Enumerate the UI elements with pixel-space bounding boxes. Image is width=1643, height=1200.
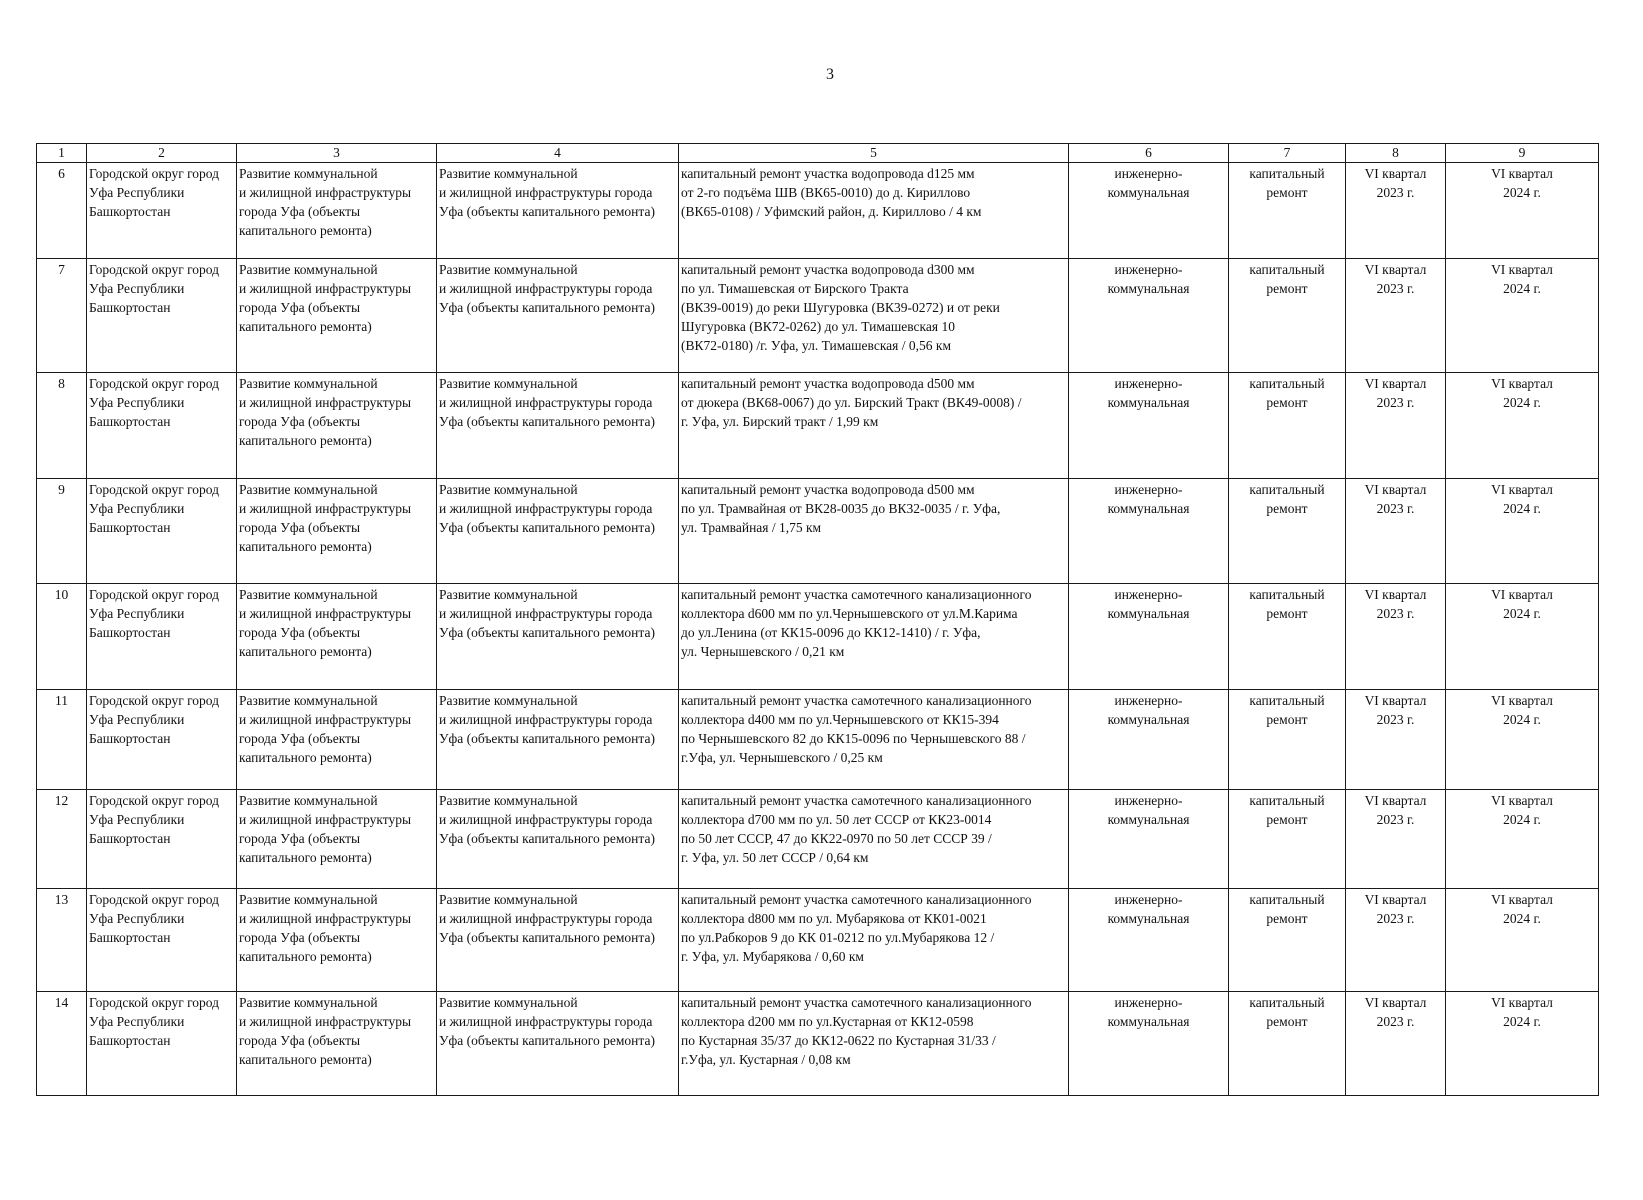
subprogram-cell: Развитие коммунальной и жилищной инфраструктуры города Уфа (объекты капитального ремонта) <box>437 889 679 992</box>
end-date-cell: VI квартал 2024 г. <box>1446 992 1599 1096</box>
subprogram-cell: Развитие коммунальной и жилищной инфраструктуры города Уфа (объекты капитального ремонта) <box>437 790 679 889</box>
object-type-cell: инженерно- коммунальная <box>1069 992 1229 1096</box>
column-number: 5 <box>679 144 1069 163</box>
object-type-cell: инженерно- коммунальная <box>1069 790 1229 889</box>
object-cell: капитальный ремонт участка самотечного канализационного коллектора d800 мм по ул. Мубарякова от КК01-0021 по ул.Рабкоров 9 до КК 01-0212 по ул.Мубарякова 12 / г. Уфа, ул. Мубарякова / 0,60 км <box>679 889 1069 992</box>
table-row <box>37 992 1599 1096</box>
program-cell: Развитие коммунальной и жилищной инфраструктуры города Уфа (объекты капитального ремонта) <box>237 992 437 1096</box>
work-type-cell: капитальный ремонт <box>1229 889 1346 992</box>
row-number: 11 <box>37 690 87 790</box>
object-type-cell: инженерно- коммунальная <box>1069 163 1229 259</box>
end-date-cell: VI квартал 2024 г. <box>1446 790 1599 889</box>
table-row <box>37 259 1599 373</box>
object-type-cell: инженерно- коммунальная <box>1069 373 1229 479</box>
row-number: 6 <box>37 163 87 259</box>
object-type-cell: инженерно- коммунальная <box>1069 690 1229 790</box>
end-date-cell: VI квартал 2024 г. <box>1446 373 1599 479</box>
column-number: 3 <box>237 144 437 163</box>
start-date-cell: VI квартал 2023 г. <box>1346 259 1446 373</box>
territory-cell: Городской округ город Уфа Республики Башкортостан <box>87 584 237 690</box>
subprogram-cell: Развитие коммунальной и жилищной инфраструктуры города Уфа (объекты капитального ремонта) <box>437 373 679 479</box>
subprogram-cell: Развитие коммунальной и жилищной инфраструктуры города Уфа (объекты капитального ремонта) <box>437 584 679 690</box>
subprogram-cell: Развитие коммунальной и жилищной инфраструктуры города Уфа (объекты капитального ремонта) <box>437 479 679 584</box>
territory-cell: Городской округ город Уфа Республики Башкортостан <box>87 479 237 584</box>
end-date-cell: VI квартал 2024 г. <box>1446 479 1599 584</box>
end-date-cell: VI квартал 2024 г. <box>1446 259 1599 373</box>
territory-cell: Городской округ город Уфа Республики Башкортостан <box>87 790 237 889</box>
work-type-cell: капитальный ремонт <box>1229 373 1346 479</box>
column-number: 7 <box>1229 144 1346 163</box>
territory-cell: Городской округ город Уфа Республики Башкортостан <box>87 373 237 479</box>
row-number: 8 <box>37 373 87 479</box>
row-number: 12 <box>37 790 87 889</box>
start-date-cell: VI квартал 2023 г. <box>1346 163 1446 259</box>
object-cell: капитальный ремонт участка самотечного канализационного коллектора d200 мм по ул.Кустарная от КК12-0598 по Кустарная 35/37 до КК12-0622 по Кустарная 31/33 / г.Уфа, ул. Кустарная / 0,08 км <box>679 992 1069 1096</box>
program-cell: Развитие коммунальной и жилищной инфраструктуры города Уфа (объекты капитального ремонта) <box>237 163 437 259</box>
work-type-cell: капитальный ремонт <box>1229 992 1346 1096</box>
subprogram-cell: Развитие коммунальной и жилищной инфраструктуры города Уфа (объекты капитального ремонта) <box>437 690 679 790</box>
object-type-cell: инженерно- коммунальная <box>1069 259 1229 373</box>
column-number: 4 <box>437 144 679 163</box>
column-number: 9 <box>1446 144 1599 163</box>
objects-table <box>36 143 1599 1096</box>
work-type-cell: капитальный ремонт <box>1229 163 1346 259</box>
end-date-cell: VI квартал 2024 г. <box>1446 690 1599 790</box>
territory-cell: Городской округ город Уфа Республики Башкортостан <box>87 992 237 1096</box>
start-date-cell: VI квартал 2023 г. <box>1346 992 1446 1096</box>
start-date-cell: VI квартал 2023 г. <box>1346 373 1446 479</box>
territory-cell: Городской округ город Уфа Республики Башкортостан <box>87 163 237 259</box>
object-type-cell: инженерно- коммунальная <box>1069 584 1229 690</box>
table-row <box>37 790 1599 889</box>
row-number: 13 <box>37 889 87 992</box>
start-date-cell: VI квартал 2023 г. <box>1346 584 1446 690</box>
table-row <box>37 584 1599 690</box>
page-number: 3 <box>826 66 834 83</box>
territory-cell: Городской округ город Уфа Республики Башкортостан <box>87 889 237 992</box>
object-cell: капитальный ремонт участка водопровода d500 мм по ул. Трамвайная от ВК28-0035 до ВК32-0035 / г. Уфа, ул. Трамвайная / 1,75 км <box>679 479 1069 584</box>
end-date-cell: VI квартал 2024 г. <box>1446 584 1599 690</box>
table-row <box>37 163 1599 259</box>
program-cell: Развитие коммунальной и жилищной инфраструктуры города Уфа (объекты капитального ремонта) <box>237 790 437 889</box>
table-row <box>37 889 1599 992</box>
territory-cell: Городской округ город Уфа Республики Башкортостан <box>87 259 237 373</box>
subprogram-cell: Развитие коммунальной и жилищной инфраструктуры города Уфа (объекты капитального ремонта) <box>437 992 679 1096</box>
program-cell: Развитие коммунальной и жилищной инфраструктуры города Уфа (объекты капитального ремонта) <box>237 373 437 479</box>
end-date-cell: VI квартал 2024 г. <box>1446 163 1599 259</box>
table-row <box>37 690 1599 790</box>
row-number: 7 <box>37 259 87 373</box>
program-cell: Развитие коммунальной и жилищной инфраструктуры города Уфа (объекты капитального ремонта) <box>237 584 437 690</box>
table-row <box>37 479 1599 584</box>
object-cell: капитальный ремонт участка самотечного канализационного коллектора d400 мм по ул.Чернышевского от КК15-394 по Чернышевского 82 до КК15-0096 по Чернышевского 88 / г.Уфа, ул. Чернышевского / 0,25 км <box>679 690 1069 790</box>
program-cell: Развитие коммунальной и жилищной инфраструктуры города Уфа (объекты капитального ремонта) <box>237 889 437 992</box>
column-number: 6 <box>1069 144 1229 163</box>
program-cell: Развитие коммунальной и жилищной инфраструктуры города Уфа (объекты капитального ремонта) <box>237 690 437 790</box>
end-date-cell: VI квартал 2024 г. <box>1446 889 1599 992</box>
work-type-cell: капитальный ремонт <box>1229 479 1346 584</box>
table-row <box>37 373 1599 479</box>
row-number: 9 <box>37 479 87 584</box>
row-number: 10 <box>37 584 87 690</box>
work-type-cell: капитальный ремонт <box>1229 584 1346 690</box>
start-date-cell: VI квартал 2023 г. <box>1346 889 1446 992</box>
object-type-cell: инженерно- коммунальная <box>1069 479 1229 584</box>
object-cell: капитальный ремонт участка самотечного канализационного коллектора d600 мм по ул.Чернышевского от ул.М.Карима до ул.Ленина (от КК15-0096 до КК12-1410) / г. Уфа, ул. Чернышевского / 0,21 км <box>679 584 1069 690</box>
object-type-cell: инженерно- коммунальная <box>1069 889 1229 992</box>
object-cell: капитальный ремонт участка водопровода d500 мм от дюкера (ВК68-0067) до ул. Бирский Тракт (ВК49-0008) / г. Уфа, ул. Бирский тракт / 1,99 км <box>679 373 1069 479</box>
program-cell: Развитие коммунальной и жилищной инфраструктуры города Уфа (объекты капитального ремонта) <box>237 259 437 373</box>
column-number: 2 <box>87 144 237 163</box>
column-number: 1 <box>37 144 87 163</box>
column-number: 8 <box>1346 144 1446 163</box>
subprogram-cell: Развитие коммунальной и жилищной инфраструктуры города Уфа (объекты капитального ремонта) <box>437 163 679 259</box>
program-cell: Развитие коммунальной и жилищной инфраструктуры города Уфа (объекты капитального ремонта) <box>237 479 437 584</box>
start-date-cell: VI квартал 2023 г. <box>1346 690 1446 790</box>
start-date-cell: VI квартал 2023 г. <box>1346 790 1446 889</box>
object-cell: капитальный ремонт участка водопровода d300 мм по ул. Тимашевская от Бирского Тракта (ВК39-0019) до реки Шугуровка (ВК39-0272) и от реки Шугуровка (ВК72-0262) до ул. Тимашевская 10 (ВК72-0180) /г. Уфа, ул. Тимашевская / 0,56 км <box>679 259 1069 373</box>
work-type-cell: капитальный ремонт <box>1229 790 1346 889</box>
column-number-row <box>37 144 1599 163</box>
work-type-cell: капитальный ремонт <box>1229 259 1346 373</box>
object-cell: капитальный ремонт участка водопровода d125 мм от 2-го подъёма ШВ (ВК65-0010) до д. Кириллово (ВК65-0108) / Уфимский район, д. Кириллово / 4 км <box>679 163 1069 259</box>
subprogram-cell: Развитие коммунальной и жилищной инфраструктуры города Уфа (объекты капитального ремонта) <box>437 259 679 373</box>
work-type-cell: капитальный ремонт <box>1229 690 1346 790</box>
row-number: 14 <box>37 992 87 1096</box>
start-date-cell: VI квартал 2023 г. <box>1346 479 1446 584</box>
object-cell: капитальный ремонт участка самотечного канализационного коллектора d700 мм по ул. 50 лет СССР от КК23-0014 по 50 лет СССР, 47 до КК22-0970 по 50 лет СССР 39 / г. Уфа, ул. 50 лет СССР / 0,64 км <box>679 790 1069 889</box>
territory-cell: Городской округ город Уфа Республики Башкортостан <box>87 690 237 790</box>
